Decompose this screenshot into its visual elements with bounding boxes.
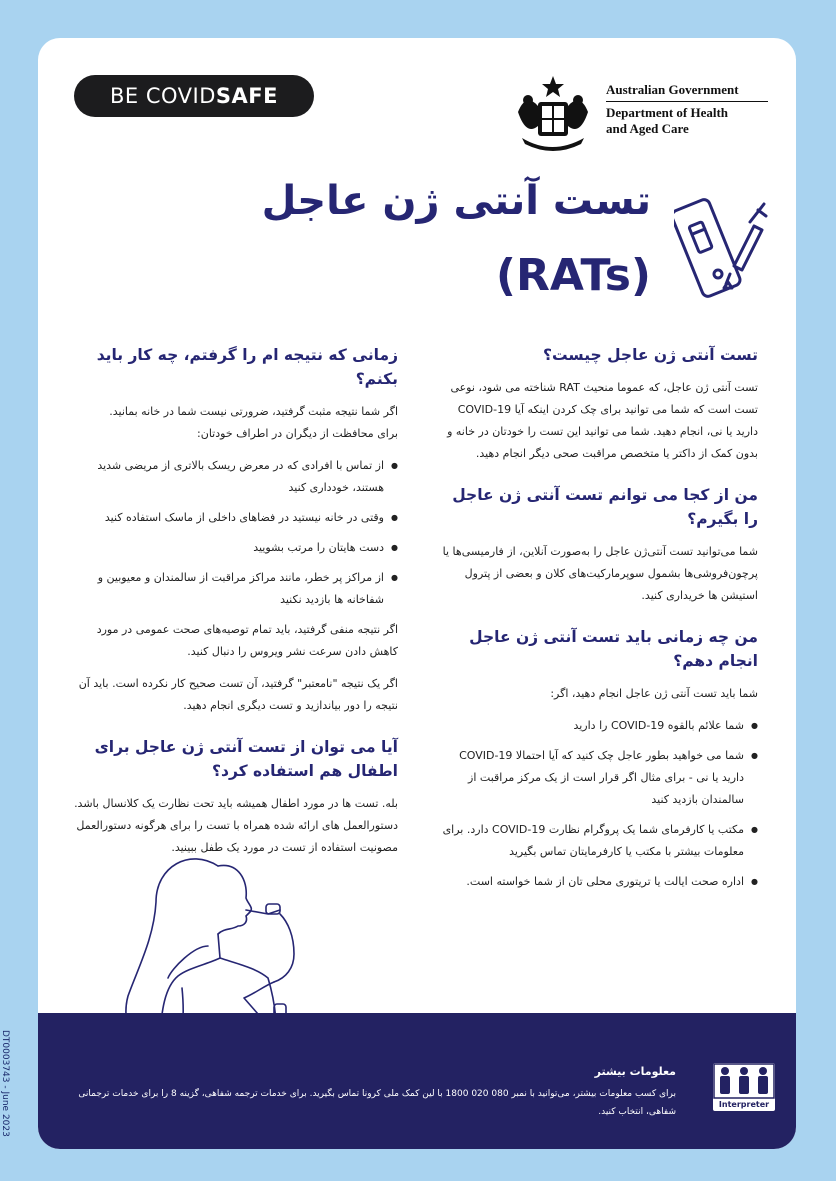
gov-line-1: Australian Government xyxy=(606,82,739,97)
gov-line-2: Department of Health xyxy=(606,105,729,120)
section-heading-what-is-rat: تست آنتی ژن عاجل چیست؟ xyxy=(543,346,758,364)
section-heading-after-result: زمانی که نتیجه ام را گرفتم، چه کار باید بکنم؟ xyxy=(96,346,398,388)
document-code: DT0003743 - June 2023 xyxy=(0,1030,10,1137)
list-item: ● مکتب یا کارفرمای شما یک پروگرام نظارت COVID-19 دارد. برای معلومات بیشتر با مکتب یا کارفرمایتان تماس بگیرید xyxy=(438,819,744,863)
government-logo xyxy=(508,72,778,172)
coat-of-arms-icon xyxy=(508,72,598,164)
footer-title: معلومات بیشتر xyxy=(594,1065,676,1078)
page-subtitle: (RATs) xyxy=(495,250,651,301)
list-item: ● اداره صحت ایالت یا تریتوری محلی تان از شما خواسته است. xyxy=(438,871,744,893)
right-column xyxy=(438,343,758,901)
section-body-what-is-rat: تست آنتی ژن عاجل، که عموما منحیث RAT شناخته می شود، نوعی تست است که شما می توانید برای چک کردن اینکه آیا COVID-19 دارید یا نی، انجام دهید. شما می توانید این تست را خودتان در خانه و بدون کمک از داکتر یا متخصص مراقبت صحی دیگر انجام دهید. xyxy=(447,381,758,460)
list-item: ● شما علائم بالقوه COVID-19 را دارید xyxy=(438,715,744,737)
section-body-children: بله. تست ها در مورد اطفال همیشه باید تحت نظارت یک کلانسال باشد. دستورالعمل های ارائه شده همراه با تست را برای هرگونه دستورالعمل مصونیت استفاده از تست در مورد یک طفل ببینید. xyxy=(74,797,398,854)
interpreter-symbol xyxy=(713,1063,775,1111)
footer-body: برای کسب معلومات بیشتر، می‌توانید با نمبر 080 020 1800 با لین کمک ملی کرونا تماس بگیرید. برای خدمات ترجمه شفاهی، گزینه 8 را برای خدمات ترجمانی شفاهی، انتخاب کنید. xyxy=(78,1089,676,1117)
list-item: ● از مراکز پر خطر، مانند مراکز مراقبت از سالمندان و معیوبین و شفاخانه ها بازدید نکنید xyxy=(72,567,384,611)
protect-others-list xyxy=(72,455,398,611)
badge-text-normal: BE COVID xyxy=(110,84,216,108)
list-item: ● از تماس با افرادی که در معرض ریسک بالاتری از مریضی شدید هستند، خودداری کنید xyxy=(72,455,384,499)
section-body-where-to-get: شما می‌توانید تست آنتی‌ژن عاجل را به‌صورت آنلاین، از فارمیسی‌ها یا پرچون‌فروشی‌ها بشمول سوپرمارکیت‌های کلان و بعضی از پترول استیشن ها خریداری کنید. xyxy=(442,545,758,602)
paragraph-negative-result: اگر نتیجه منفی گرفتید، باید تمام توصیه‌های صحت عمومی در مورد کاهش دادن سرعت نشر ویروس را دنبال کنید. xyxy=(96,623,398,658)
section-heading-when-to-test: من چه زمانی باید تست آنتی ژن عاجل انجام دهم؟ xyxy=(469,628,758,670)
when-to-test-list xyxy=(438,715,758,893)
badge-text-bold: SAFE xyxy=(215,84,278,108)
paragraph-positive-result: اگر شما نتیجه مثبت گرفتید، ضرورتی نیست شما در خانه بمانید. xyxy=(109,405,398,418)
gov-divider xyxy=(606,101,768,102)
list-item: ● شما می خواهید بطور عاجل چک کنید که آیا احتمالا COVID-19 دارید یا نی - برای مثال اگر قرار است از یک مرکز مراقبت از سالمندان بازدید کنید xyxy=(438,745,744,811)
poster-card xyxy=(38,38,796,1149)
be-covidsafe-badge xyxy=(74,75,314,117)
page-title: تست آنتی ژن عاجل xyxy=(261,178,651,224)
list-item: ● وقتی در خانه نیستید در فضاهای داخلی از ماسک استفاده کنید xyxy=(72,507,384,529)
footer-banner xyxy=(38,1013,796,1149)
government-text xyxy=(606,82,768,137)
section-heading-where-to-get: من از کجا می توانم تست آنتی ژن عاجل را بگیرم؟ xyxy=(452,486,758,528)
left-column xyxy=(72,343,398,859)
interpreter-people-icon xyxy=(713,1063,775,1099)
interpreter-label: Interpreter xyxy=(718,1100,770,1109)
paragraph-protect-others: برای محافظت از دیگران در اطراف خودتان: xyxy=(197,427,398,440)
paragraph-invalid-result: اگر یک نتیجه "نامعتبر" گرفتید، آن تست صحیح کار نکرده است. باید آن نتیجه را دور بیاندازید و تست دیگری انجام دهید. xyxy=(78,677,398,712)
rapid-antigen-test-icon xyxy=(674,196,769,301)
list-item: ● دست هایتان را مرتب بشویید xyxy=(72,537,384,559)
section-intro-when-to-test: شما باید تست آنتی ژن عاجل انجام دهید، اگر: xyxy=(550,687,758,700)
gov-line-3: and Aged Care xyxy=(606,121,689,136)
section-heading-children: آیا می توان از تست آنتی ژن عاجل برای اطفال هم استفاده کرد؟ xyxy=(94,738,398,780)
